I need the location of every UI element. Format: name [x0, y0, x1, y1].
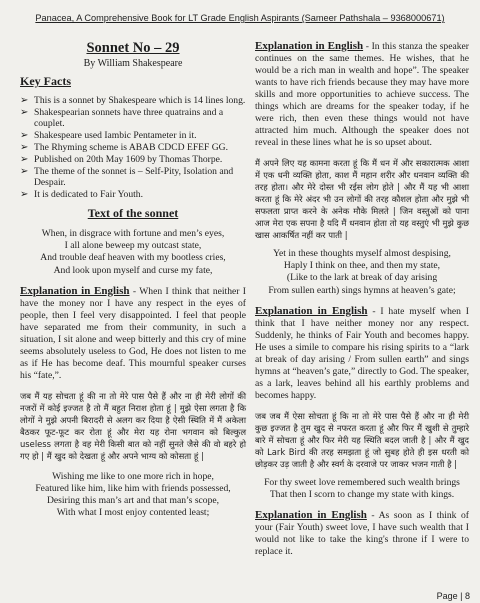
page-number: Page | 8: [436, 591, 470, 601]
explanation-text: - In this stanza the speaker continues on the same themes. He wishes, that he would be a rich man in wealth and hope”. The speaker wants to have rich friends because they may have more skills and more opportunities to achieve success. The things which are dreams for the speaker today, if he were rich, then even these things would not have attracted him much. Although the speaker does not reveal in these lines what he is so upset about.: [255, 41, 469, 148]
explanation-label: Explanation in English: [255, 509, 367, 522]
poem-stanza-3: [255, 248, 469, 297]
poem-line: Featured like him, like him with friends possessed,: [35, 483, 231, 495]
explanation-2: [255, 40, 469, 149]
poem-line: With what I most enjoy contented least;: [56, 507, 210, 519]
poem-stanza-1: [20, 228, 246, 277]
hindi-explanation-3: जब जब मैं ऐसा सोचता हूं कि ना तो मेरे पास पैसे हैं और ना ही मेरी कुछ इज्जत है तुम खुद से नफरत करता हूं और फिर मैं खुशी से तुम्हारे बारे में सोचता हूं और फिर मेरी यह स्थिति बदल जाती है | और मैं खुद को Lark Bird की तरह समझता हूं जो सुबह होते ही इस धरती को छोड़कर उड़ जाती है और स्वर्ग के दरवाजे पर जाकर भजन गाती है |: [255, 410, 469, 469]
poem-line: And look upon myself and curse my fate,: [53, 264, 213, 276]
arrow-bullet-icon: ➢: [20, 166, 29, 177]
key-facts-list: [20, 95, 246, 200]
poem-line: I all alone beweep my outcast state,: [64, 240, 202, 252]
explanation-3: [255, 305, 469, 402]
page-header: Panacea, A Comprehensive Book for LT Grade English Aspirants (Sameer Pathshala – 9368000671): [35, 13, 445, 23]
fact-item: ➢ The Rhyming scheme is ABAB CDCD EFEF GG.: [20, 142, 229, 153]
explanation-label: Explanation in English: [20, 284, 130, 297]
explanation-label: Explanation in English: [255, 40, 364, 52]
poem-line: For thy sweet love remembered such wealth brings: [264, 476, 460, 488]
fact-item: ➢ This is a sonnet by Shakespeare which is 14 lines long.: [20, 95, 246, 106]
poem-line: From sullen earth) sings hymns at heaven’s gate;: [268, 284, 456, 296]
text-of-sonnet-heading: Text of the sonnet: [87, 206, 179, 220]
hindi-explanation-2: मैं अपने लिए यह कामना करता हूं कि मैं धन में और सकारात्मक आशा में एक धनी व्यक्ति होता, काश मैं महान शरीर और धनवान व्यक्ति की तरह होता। और मेरे दोस्त भी रईस लोग होते | और मैं यह भी आशा करता हूं कि मेरे अंदर भी उन लोगों की तरह कौशल होता और मुझे भी सफलता प्राप्त करने के अनेक मौके मिलते | जिन वस्तुओं को पाना आज मेरा एक सपना है यदि मैं धनवान होता तो यह वस्तुएं भी मुझे कुछ खास आकर्षित नहीं कर पाती |: [255, 158, 469, 240]
poem-stanza-4: [255, 477, 469, 501]
arrow-bullet-icon: ➢: [20, 130, 29, 141]
explanation-4: [255, 509, 469, 558]
explanation-text: - I hate myself when I think that I have neither money nor any respect. Suddenly, he thinks of Fair Youth and becomes happy. He uses a simile to compare his rising spirits to a “lark at break of day arising / From sullen earth” and sings hymns at “heaven’s gate,” directly to God. The speaker, as a lark, leaves behind all his earthly problems and becomes happy.: [255, 305, 469, 401]
fact-item: ➢ Shakespearian sonnets have three quatrains and a couplet.: [20, 107, 224, 129]
poem-line: That then I scorn to change my state with kings.: [269, 489, 455, 501]
left-column: [20, 36, 246, 520]
arrow-bullet-icon: ➢: [20, 189, 29, 200]
poem-line: When, in disgrace with fortune and men’s eyes,: [41, 228, 225, 239]
explanation-text: - As soon as I think of your (Fair Youth) sweet love, I have such wealth that I would not like to take the king's throne if I were to replace it.: [255, 510, 470, 558]
key-facts-heading: Key Facts: [20, 74, 71, 88]
poem-stanza-2: [20, 471, 246, 520]
arrow-bullet-icon: ➢: [20, 142, 29, 153]
explanation-text: - When I think that neither I have the money nor I have any respect in the eyes of people, then I feel very disappointed. I feel that people have separated me from their community, in such a situation, I sit alone and weep bitterly and this cry of mine seems absolutely useless to God, He does not listen to me as if He has become deaf. This mournful speaker curses his “fate,”.: [20, 285, 247, 381]
arrow-bullet-icon: ➢: [20, 95, 29, 106]
hindi-explanation-1: जब मैं यह सोचता हूं की ना तो मेरे पास पैसे हैं और ना ही मेरी लोगों की नजरों में कोई इज्जत है तो मैं बहुत निराश होता हूं | मुझे ऐसा लगता है कि लोगों ने मुझे अपनी बिरादरी से अलग कर दिया है ऐसी स्थिति में मैं अकेला बैठकर फूट-फूट कर रोता हूं और मेरा यह रोना भगवान को बिल्कुल useless लगता है वह मेरी किसी बात को नहीं सुनते जैसे की वो बहरे हो गए हो | मैं खुद को देखता हूं और अपने भाग्य को कोसता हूं |: [20, 390, 246, 461]
sonnet-author: By William Shakespeare: [83, 58, 183, 69]
poem-line: And trouble deaf heaven with my bootless cries,: [40, 252, 226, 264]
right-column: [255, 36, 469, 558]
poem-line: Haply I think on thee, and then my state,: [283, 260, 441, 272]
poem-line: Desiring this man’s art and that man’s scope,: [46, 495, 220, 507]
poem-line: Yet in these thoughts myself almost despising,: [273, 248, 451, 259]
explanation-1: [20, 285, 246, 382]
fact-item: ➢ It is dedicated to Fair Youth.: [20, 189, 143, 200]
fact-item: ➢ The theme of the sonnet is – Self-Pity, Isolation and Despair.: [20, 166, 234, 188]
sonnet-title: Sonnet No – 29: [86, 40, 180, 56]
arrow-bullet-icon: ➢: [20, 107, 29, 118]
explanation-label: Explanation in English: [255, 304, 368, 317]
arrow-bullet-icon: ➢: [20, 154, 29, 165]
poem-line: (Like to the lark at break of day arising: [286, 272, 438, 284]
fact-item: ➢ Published on 20th May 1609 by Thomas Thorpe.: [20, 154, 223, 165]
poem-line: Wishing me like to one more rich in hope,: [52, 470, 214, 482]
fact-item: ➢ Shakespeare used Iambic Pentameter in it.: [20, 130, 197, 141]
